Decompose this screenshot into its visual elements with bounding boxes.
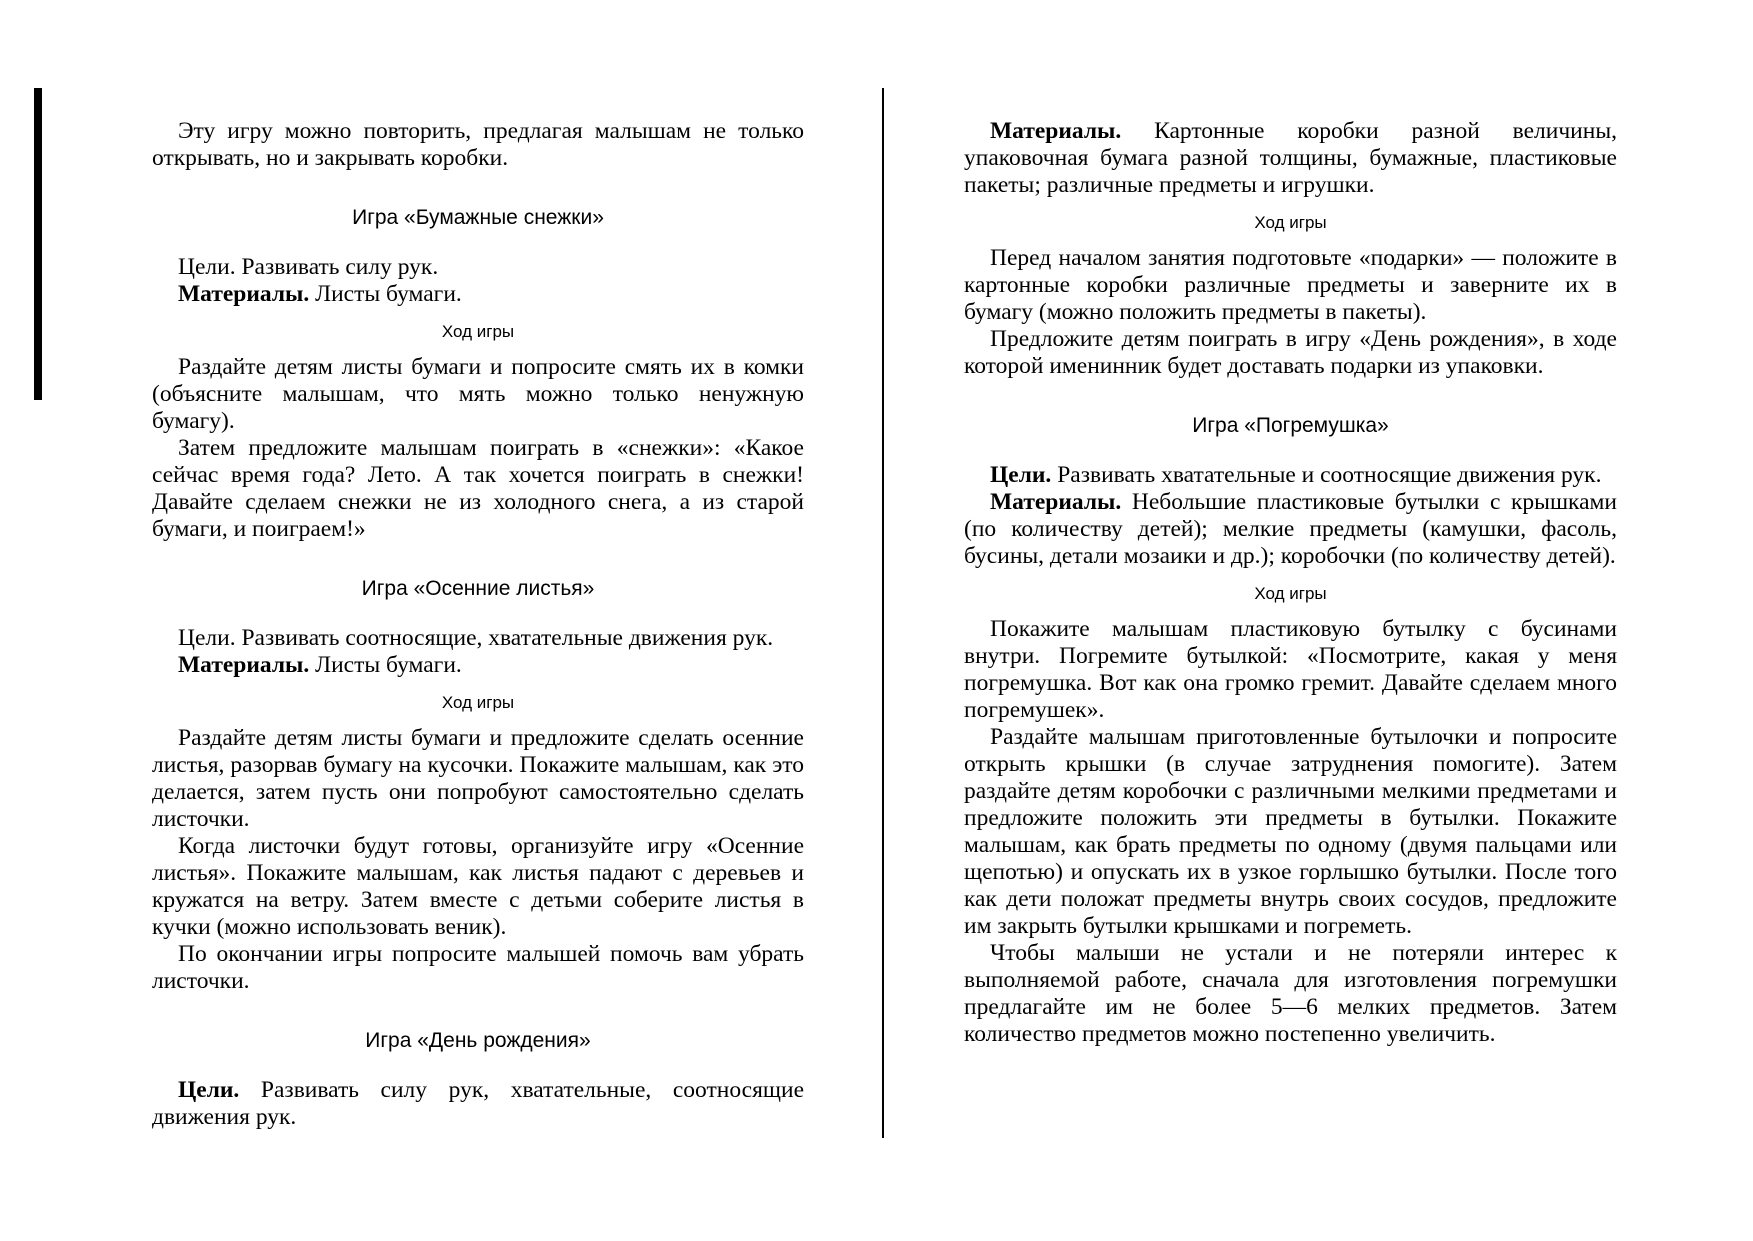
paragraph: Раздайте малышам приготовленные бутылочки и попросите открыть крышки (в случае затруднения помогите). Затем раздайте детям коробочки с различными мелкими предметами и предложите положить эти предметы в бутылки. Покажите малышам, как брать предметы по одному (двумя пальцами или щепотью) и опускать их в узкое горлышко бутылки. После того как дети положат предметы внутрь своих сосудов, предложите им закрыть бутылки крышками и погреметь. bbox=[964, 724, 1617, 939]
goals-line bbox=[152, 1077, 804, 1131]
move-heading: Ход игры bbox=[1254, 584, 1327, 603]
goals-label: Цели. bbox=[178, 1077, 240, 1103]
game-title-snowballs: Игра «Бумажные снежки» bbox=[352, 206, 604, 229]
move-heading: Ход игры bbox=[441, 693, 515, 712]
move-heading: Ход игры bbox=[1254, 213, 1327, 232]
paragraph: Предложите детям поиграть в игру «День рождения», в ходе которой именинник будет доставать подарки из упаковки. bbox=[964, 326, 1617, 379]
materials-label: Материалы. bbox=[990, 489, 1122, 515]
materials-line bbox=[152, 652, 804, 679]
intro-paragraph: Эту игру можно повторить, предлагая малышам не только открывать, но и закрывать коробки. bbox=[152, 118, 804, 171]
goals-line bbox=[964, 462, 1617, 489]
materials-line bbox=[152, 281, 804, 308]
goals-text: Развивать хватательные и соотносящие движения рук. bbox=[1051, 462, 1602, 488]
game-title-autumn-leaves: Игра «Осенние листья» bbox=[361, 577, 595, 600]
materials-label: Материалы. bbox=[990, 118, 1122, 144]
goals-label: Цели. bbox=[990, 462, 1052, 488]
right-page bbox=[964, 118, 1617, 1048]
paragraph: Раздайте детям листы бумаги и попросите смять их в комки (объясните малышам, что мять можно только ненужную бумагу). bbox=[152, 354, 804, 434]
paragraph: Когда листочки будут готовы, организуйте игру «Осенние листья». Покажите малышам, как листья падают с деревьев и кружатся на ветру. Затем вместе с детьми соберите листья в кучки (можно использовать веник). bbox=[152, 833, 804, 940]
goals-line: Цели. Развивать силу рук. bbox=[178, 254, 439, 280]
game-title-birthday: Игра «День рождения» bbox=[365, 1029, 591, 1052]
paragraph: Раздайте детям листы бумаги и предложите сделать осенние листья, разорвав бумагу на кусочки. Покажите малышам, как это делается, затем пусть они попробуют самостоятельно сделать листочки. bbox=[152, 725, 804, 832]
paragraph: Покажите малышам пластиковую бутылку с бусинами внутри. Погремите бутылкой: «Посмотрите, какая у меня погремушка. Вот как она громко гремит. Давайте сделаем много погремушек». bbox=[964, 616, 1617, 723]
left-page bbox=[152, 118, 804, 1131]
materials-line bbox=[964, 118, 1617, 199]
scan-margin-bar bbox=[34, 88, 42, 400]
materials-text: Небольшие пластиковые бутылки с крышками (по количеству детей); мелкие предметы (камушки, фасоль, бусины, детали мозаики и др.); коробочки (по количеству детей). bbox=[964, 489, 1617, 569]
materials-text: Картонные коробки разной величины, упаковочная бумага разной толщины, бумажные, пластиковые пакеты; различные предметы и игрушки. bbox=[964, 118, 1617, 198]
materials-label: Материалы. bbox=[178, 281, 310, 307]
materials-text: Листы бумаги. bbox=[309, 652, 462, 678]
materials-text: Листы бумаги. bbox=[309, 281, 462, 307]
game-title-rattle: Игра «Погремушка» bbox=[1192, 414, 1389, 437]
materials-label: Материалы. bbox=[178, 652, 310, 678]
paragraph: По окончании игры попросите малышей помочь вам убрать листочки. bbox=[152, 941, 804, 994]
paragraph: Затем предложите малышам поиграть в «снежки»: «Какое сейчас время года? Лето. А так хочется поиграть в снежки! Давайте сделаем снежки не из холодного снега, а из старой бумаги, и поиграем!» bbox=[152, 435, 804, 542]
move-heading: Ход игры bbox=[441, 322, 515, 341]
goals-text: Развивать силу рук, хватательные, соотносящие движения рук. bbox=[152, 1077, 804, 1130]
paragraph: Чтобы малыши не устали и не потеряли интерес к выполняемой работе, сначала для изготовления погремушки предлагайте им не более 5—6 мелких предметов. Затем количество предметов можно постепенно увеличить. bbox=[964, 940, 1617, 1047]
materials-line bbox=[964, 489, 1617, 570]
page-divider bbox=[882, 88, 884, 1138]
goals-line: Цели. Развивать соотносящие, хватательные движения рук. bbox=[178, 625, 774, 651]
paragraph: Перед началом занятия подготовьте «подарки» — положите в картонные коробки различные предметы и заверните их в бумагу (можно положить предметы в пакеты). bbox=[964, 245, 1617, 325]
